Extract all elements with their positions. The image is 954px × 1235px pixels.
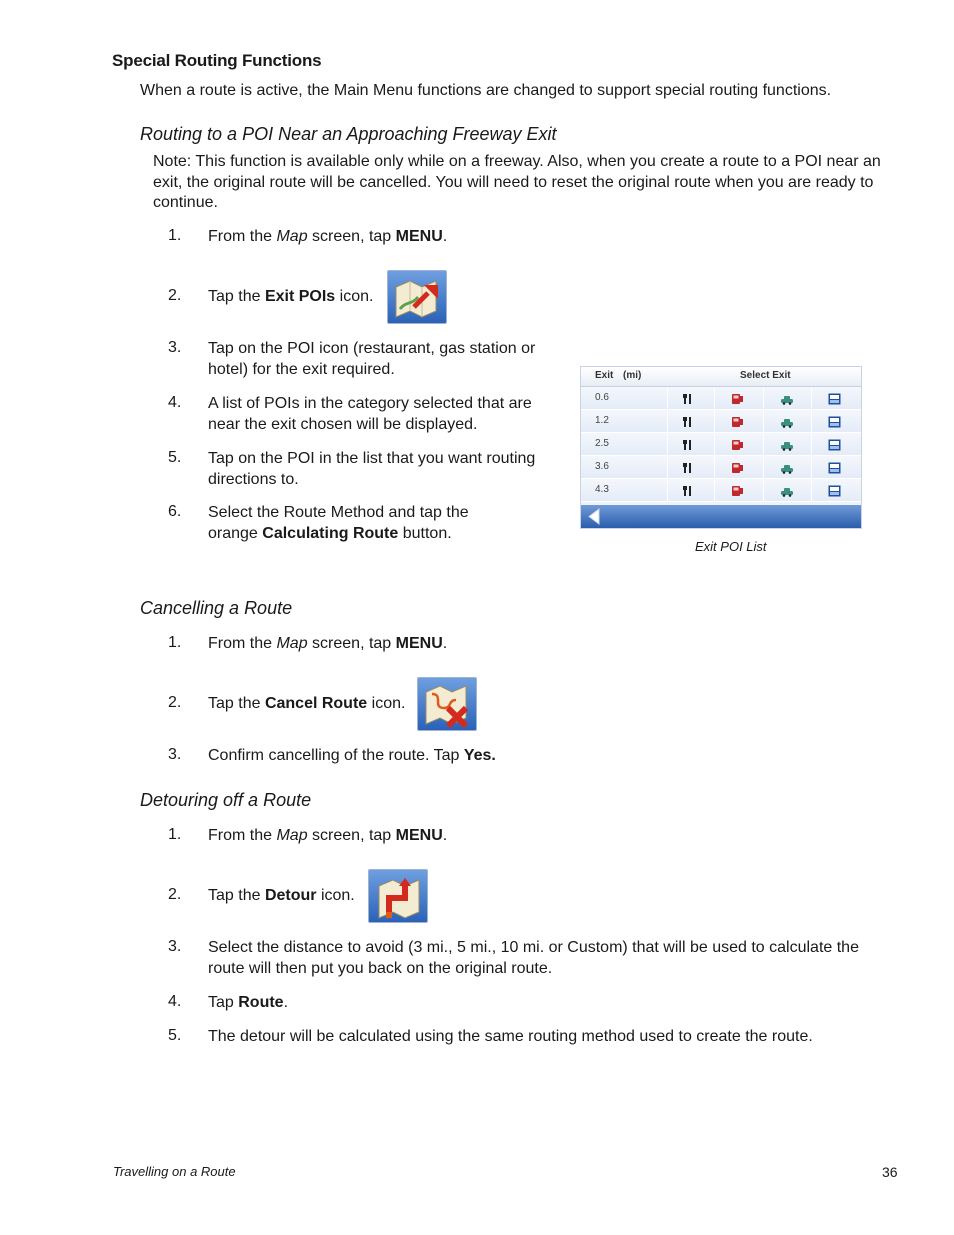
footer-section-title: Travelling on a Route — [113, 1164, 236, 1179]
page-number: 36 — [882, 1164, 898, 1180]
step-text: Tap Route. — [208, 994, 289, 1011]
step-number: 5. — [168, 1027, 182, 1044]
restaurant-icon — [682, 392, 694, 410]
step-text: Tap on the POI icon (restaurant, gas station or hotel) for the exit required. — [208, 340, 536, 378]
page-title: Special Routing Functions — [112, 51, 322, 70]
step-text: Confirm cancelling of the route. Tap Yes. — [208, 747, 496, 764]
exit-distance: 4.3 — [595, 484, 609, 495]
car-icon — [780, 461, 794, 479]
car-icon — [780, 484, 794, 502]
poi-cell[interactable] — [714, 410, 764, 432]
column-exit: Exit — [595, 370, 614, 381]
poi-cell[interactable] — [811, 479, 862, 501]
exit-distance: 0.6 — [595, 392, 609, 403]
exit-distance: 1.2 — [595, 415, 609, 426]
poi-cell[interactable] — [714, 433, 764, 455]
step-text: Tap the Detour icon. — [208, 887, 355, 904]
step-number: 1. — [168, 634, 182, 651]
column-select-exit: Select Exit — [740, 370, 791, 381]
poi-cell[interactable] — [763, 479, 812, 501]
list-row[interactable] — [581, 410, 861, 433]
list-row[interactable] — [581, 387, 861, 410]
poi-cell[interactable] — [667, 433, 715, 455]
list-row[interactable] — [581, 479, 861, 502]
poi-cell[interactable] — [763, 456, 812, 478]
step-text: From the Map screen, tap MENU. — [208, 228, 448, 245]
step-number: 4. — [168, 394, 182, 411]
step-number: 2. — [168, 886, 182, 903]
hotel-icon — [828, 438, 841, 456]
exit-distance: 2.5 — [595, 438, 609, 449]
gas-station-icon — [731, 392, 745, 410]
restaurant-icon — [682, 415, 694, 433]
exit-distance: 3.6 — [595, 461, 609, 472]
hotel-icon — [828, 484, 841, 502]
poi-cell[interactable] — [667, 410, 715, 432]
restaurant-icon — [682, 438, 694, 456]
poi-cell[interactable] — [763, 433, 812, 455]
poi-cell[interactable] — [667, 456, 715, 478]
step-number: 1. — [168, 227, 182, 244]
poi-cell[interactable] — [811, 410, 862, 432]
car-icon — [780, 415, 794, 433]
poi-cell[interactable] — [714, 387, 764, 409]
list-row[interactable] — [581, 456, 861, 479]
hotel-icon — [828, 392, 841, 410]
poi-cell[interactable] — [811, 387, 862, 409]
step-number: 6. — [168, 503, 182, 520]
step-number: 3. — [168, 746, 182, 763]
gas-station-icon — [731, 415, 745, 433]
poi-cell[interactable] — [811, 433, 862, 455]
step-number: 3. — [168, 938, 182, 955]
step-text: Select the distance to avoid (3 mi., 5 mi., 10 mi. or Custom) that will be used to calculate the route will then put you back on the original route. — [208, 939, 859, 977]
poi-cell[interactable] — [763, 410, 812, 432]
back-arrow-icon[interactable] — [587, 508, 601, 525]
cancel-route-icon — [417, 677, 477, 731]
step-number: 2. — [168, 287, 182, 304]
poi-cell[interactable] — [667, 479, 715, 501]
exit-pois-icon — [387, 270, 447, 324]
step-text: The detour will be calculated using the same routing method used to create the route. — [208, 1028, 813, 1045]
poi-cell[interactable] — [714, 456, 764, 478]
car-icon — [780, 438, 794, 456]
poi-cell[interactable] — [667, 387, 715, 409]
detour-icon — [368, 869, 428, 923]
note-paragraph: Note: This function is available only while on a freeway. Also, when you create a route to a POI near an exit, the original route will be cancelled. You will need to reset the original route when you are ready to continue. — [153, 153, 881, 211]
step-text: Tap on the POI in the list that you want routing directions to. — [208, 450, 536, 488]
gas-station-icon — [731, 438, 745, 456]
poi-cell[interactable] — [811, 456, 862, 478]
restaurant-icon — [682, 461, 694, 479]
car-icon — [780, 392, 794, 410]
step-text: A list of POIs in the category selected that are near the exit chosen will be displayed. — [208, 395, 532, 433]
poi-cell[interactable] — [763, 387, 812, 409]
heading-detour: Detouring off a Route — [140, 790, 312, 810]
step-number: 4. — [168, 993, 182, 1010]
column-unit: (mi) — [623, 370, 642, 381]
poi-cell[interactable] — [714, 479, 764, 501]
step-text: Select the Route Method and tap the orange Calculating Route button. — [208, 504, 469, 542]
step-text: From the Map screen, tap MENU. — [208, 635, 448, 652]
list-row[interactable] — [581, 433, 861, 456]
list-footer-bar — [581, 505, 861, 528]
heading-cancel-route: Cancelling a Route — [140, 598, 293, 618]
figure-caption: Exit POI List — [695, 539, 767, 554]
intro-paragraph: When a route is active, the Main Menu functions are changed to support special routing functions. — [140, 82, 832, 99]
step-text: Tap the Exit POIs icon. — [208, 288, 374, 305]
gas-station-icon — [731, 484, 745, 502]
heading-poi-exit: Routing to a POI Near an Approaching Freeway Exit — [140, 124, 557, 144]
exit-poi-list-screenshot — [580, 366, 862, 529]
list-header — [581, 367, 861, 387]
step-text: From the Map screen, tap MENU. — [208, 827, 448, 844]
hotel-icon — [828, 415, 841, 433]
step-text: Tap the Cancel Route icon. — [208, 695, 406, 712]
step-number: 3. — [168, 339, 182, 356]
step-number: 5. — [168, 449, 182, 466]
step-number: 2. — [168, 694, 182, 711]
gas-station-icon — [731, 461, 745, 479]
hotel-icon — [828, 461, 841, 479]
restaurant-icon — [682, 484, 694, 502]
step-number: 1. — [168, 826, 182, 843]
